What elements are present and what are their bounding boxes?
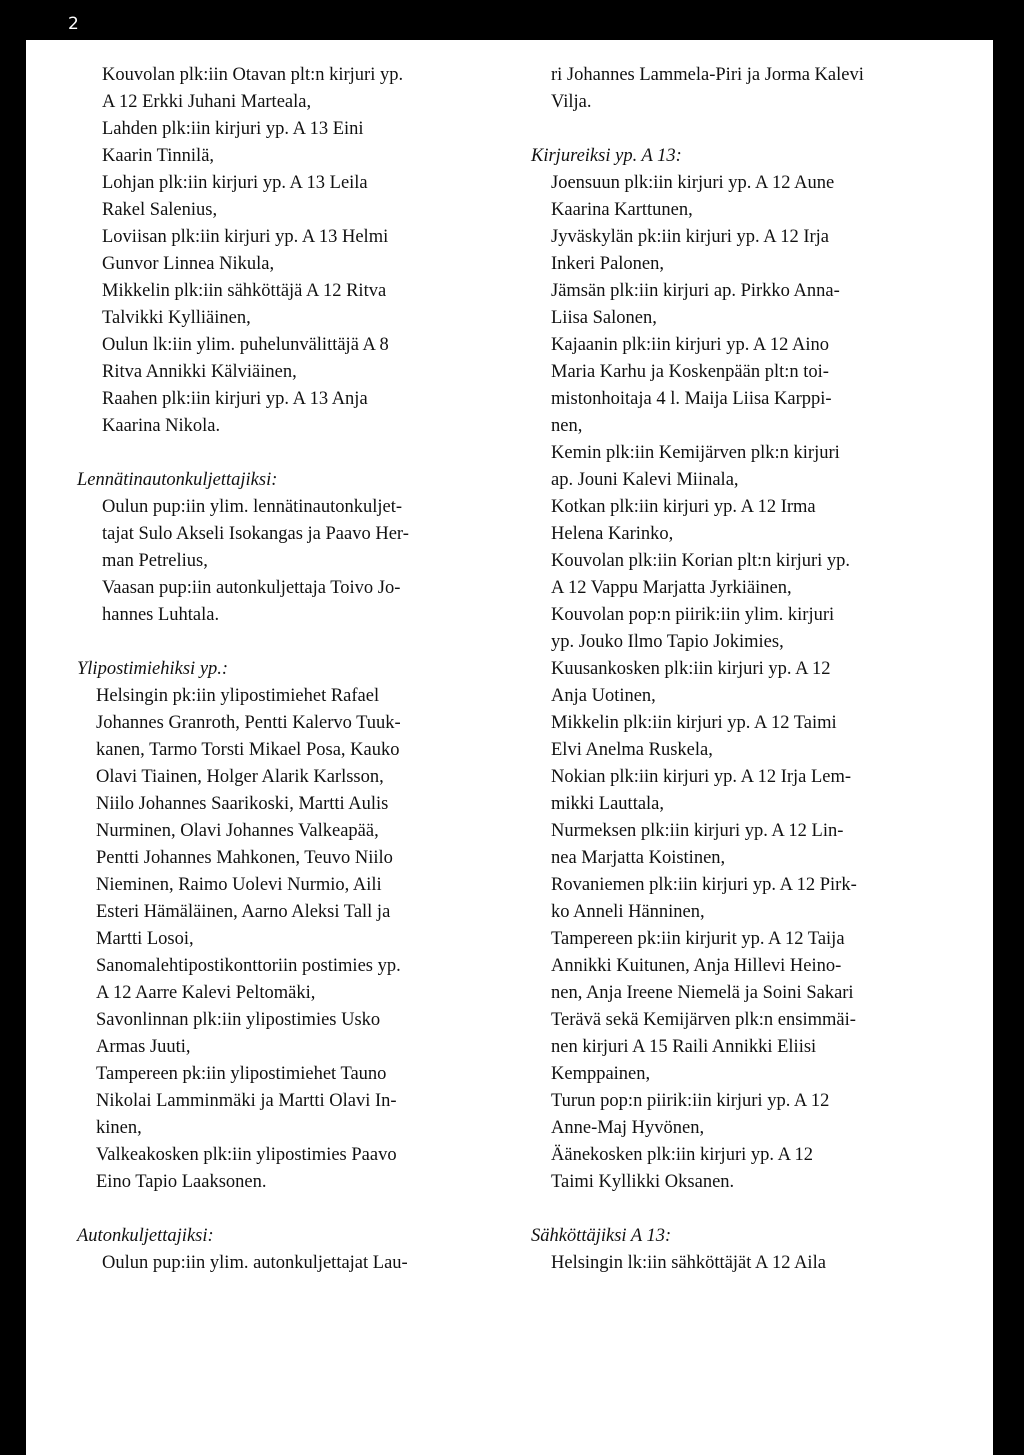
text-line: Kaarina Nikola. (102, 416, 221, 436)
left-column (72, 62, 502, 1277)
text-line: Kaarin Tinnilä, (102, 146, 215, 166)
text-line: Kouvolan pop:n piirik:iin ylim. kirjuri (551, 605, 835, 625)
text-line: Savonlinnan plk:iin ylipostimies Usko (96, 1010, 381, 1030)
text-line: Helsingin lk:iin sähköttäjät A 12 Aila (551, 1253, 826, 1273)
text-line: Nurmeksen plk:iin kirjuri yp. A 12 Lin- (551, 821, 844, 841)
text-line: Johannes Granroth, Pentti Kalervo Tuuk- (96, 713, 401, 733)
text-line: man Petrelius, (102, 551, 208, 571)
text-line: ri Johannes Lammela-Piri ja Jorma Kalevi (551, 65, 864, 85)
heading-sahkottajiksi: Sähköttäjiksi A 13: (531, 1226, 672, 1246)
text-line: Kotkan plk:iin kirjuri yp. A 12 Irma (551, 497, 816, 517)
text-line: Raahen plk:iin kirjuri yp. A 13 Anja (102, 389, 368, 409)
left-section1-block (72, 494, 502, 629)
heading-lennatinautonkuljettajiksi: Lennätinautonkuljettajiksi: (77, 470, 278, 490)
left-section2-block (72, 683, 502, 1196)
heading-ylipostimiehiksi: Ylipostimiehiksi yp.: (77, 659, 229, 679)
text-line: yp. Jouko Ilmo Tapio Jokimies, (551, 632, 784, 652)
text-line: Armas Juuti, (96, 1037, 191, 1057)
text-line: Kemin plk:iin Kemijärven plk:n kirjuri (551, 443, 840, 463)
text-line: Kouvolan plk:iin Otavan plt:n kirjuri yp. (102, 65, 404, 85)
left-section3-block (72, 1250, 502, 1277)
text-line: Maria Karhu ja Koskenpään plt:n toi- (551, 362, 829, 382)
text-line: Niilo Johannes Saarikoski, Martti Aulis (96, 794, 389, 814)
text-line: Sanomalehtipostikonttoriin postimies yp. (96, 956, 401, 976)
text-line: Kajaanin plk:iin kirjuri yp. A 12 Aino (551, 335, 829, 355)
text-line: Tampereen pk:iin kirjurit yp. A 12 Taija (551, 929, 845, 949)
text-line: Nikolai Lamminmäki ja Martti Olavi In- (96, 1091, 397, 1111)
text-line: Jämsän plk:iin kirjuri ap. Pirkko Anna- (551, 281, 840, 301)
text-line: Terävä sekä Kemijärven plk:n ensimmäi- (551, 1010, 856, 1030)
text-line: A 12 Vappu Marjatta Jyrkiäinen, (551, 578, 792, 598)
text-line: nen, Anja Ireene Niemelä ja Soini Sakari (551, 983, 854, 1003)
text-line: Oulun lk:iin ylim. puhelunvälittäjä A 8 (102, 335, 389, 355)
text-line: Helsingin pk:iin ylipostimiehet Rafael (96, 686, 380, 706)
text-line: Äänekosken plk:iin kirjuri yp. A 12 (551, 1145, 814, 1165)
text-line: Oulun pup:iin ylim. lennätinautonkuljet- (102, 497, 403, 517)
left-intro-block (72, 62, 502, 440)
text-line: Lahden plk:iin kirjuri yp. A 13 Eini (102, 119, 364, 139)
text-line: Lohjan plk:iin kirjuri yp. A 13 Leila (102, 173, 368, 193)
text-line: nen, (551, 416, 583, 436)
text-line: tajat Sulo Akseli Isokangas ja Paavo Her- (102, 524, 409, 544)
text-line: ap. Jouni Kalevi Miinala, (551, 470, 739, 490)
text-line: Anne-Maj Hyvönen, (551, 1118, 705, 1138)
text-line: nea Marjatta Koistinen, (551, 848, 726, 868)
text-line: Turun pop:n piirik:iin kirjuri yp. A 12 (551, 1091, 830, 1111)
text-line: Loviisan plk:iin kirjuri yp. A 13 Helmi (102, 227, 389, 247)
text-line: Kuusankosken plk:iin kirjuri yp. A 12 (551, 659, 831, 679)
text-line: Jyväskylän pk:iin kirjuri yp. A 12 Irja (551, 227, 829, 247)
text-line: Oulun pup:iin ylim. autonkuljettajat Lau- (102, 1253, 408, 1273)
text-line: Martti Losoi, (96, 929, 194, 949)
text-line: Mikkelin plk:iin kirjuri yp. A 12 Taimi (551, 713, 837, 733)
text-line: ko Anneli Hänninen, (551, 902, 705, 922)
page-number: 2 (68, 14, 79, 34)
text-line: Nieminen, Raimo Uolevi Nurmio, Aili (96, 875, 382, 895)
text-line: Kaarina Karttunen, (551, 200, 693, 220)
text-line: Ritva Annikki Kälviäinen, (102, 362, 297, 382)
text-line: Inkeri Palonen, (551, 254, 665, 274)
heading-autonkuljettajiksi: Autonkuljettajiksi: (77, 1226, 214, 1246)
document-page (26, 40, 993, 1455)
text-line: Nokian plk:iin kirjuri yp. A 12 Irja Lem- (551, 767, 852, 787)
text-line: Mikkelin plk:iin sähköttäjä A 12 Ritva (102, 281, 387, 301)
text-line: Tampereen pk:iin ylipostimiehet Tauno (96, 1064, 387, 1084)
text-line: Elvi Anelma Ruskela, (551, 740, 713, 760)
text-line: hannes Luhtala. (102, 605, 220, 625)
text-line: Kemppainen, (551, 1064, 651, 1084)
text-line: Anja Uotinen, (551, 686, 656, 706)
text-line: Pentti Johannes Mahkonen, Teuvo Niilo (96, 848, 393, 868)
text-line: Olavi Tiainen, Holger Alarik Karlsson, (96, 767, 384, 787)
text-line: Annikki Kuitunen, Anja Hillevi Heino- (551, 956, 842, 976)
text-line: Kouvolan plk:iin Korian plt:n kirjuri yp. (551, 551, 851, 571)
text-line: Gunvor Linnea Nikula, (102, 254, 275, 274)
text-line: Talvikki Kylliäinen, (102, 308, 251, 328)
heading-kirjureiksi: Kirjureiksi yp. A 13: (531, 146, 682, 166)
text-line: Esteri Hämäläinen, Aarno Aleksi Tall ja (96, 902, 391, 922)
text-line: Valkeakosken plk:iin ylipostimies Paavo (96, 1145, 397, 1165)
text-line: nen kirjuri A 15 Raili Annikki Eliisi (551, 1037, 817, 1057)
text-line: Rovaniemen plk:iin kirjuri yp. A 12 Pirk- (551, 875, 857, 895)
text-line: Helena Karinko, (551, 524, 674, 544)
text-line: Vilja. (551, 92, 592, 112)
text-line: A 12 Aarre Kalevi Peltomäki, (96, 983, 316, 1003)
text-line: A 12 Erkki Juhani Marteala, (102, 92, 312, 112)
right-section2-block (531, 1250, 956, 1277)
right-intro-block (531, 62, 956, 116)
text-line: Eino Tapio Laaksonen. (96, 1172, 267, 1192)
text-line: Rakel Salenius, (102, 200, 218, 220)
text-line: Liisa Salonen, (551, 308, 657, 328)
right-column (531, 62, 956, 1277)
text-line: Taimi Kyllikki Oksanen. (551, 1172, 735, 1192)
text-line: Joensuun plk:iin kirjuri yp. A 12 Aune (551, 173, 835, 193)
text-line: kinen, (96, 1118, 142, 1138)
text-line: kanen, Tarmo Torsti Mikael Posa, Kauko (96, 740, 400, 760)
text-line: mistonhoitaja 4 l. Maija Liisa Karppi- (551, 389, 832, 409)
right-section1-block (531, 170, 956, 1196)
text-line: Vaasan pup:iin autonkuljettaja Toivo Jo- (102, 578, 401, 598)
text-line: Nurminen, Olavi Johannes Valkeapää, (96, 821, 379, 841)
text-line: mikki Lauttala, (551, 794, 665, 814)
